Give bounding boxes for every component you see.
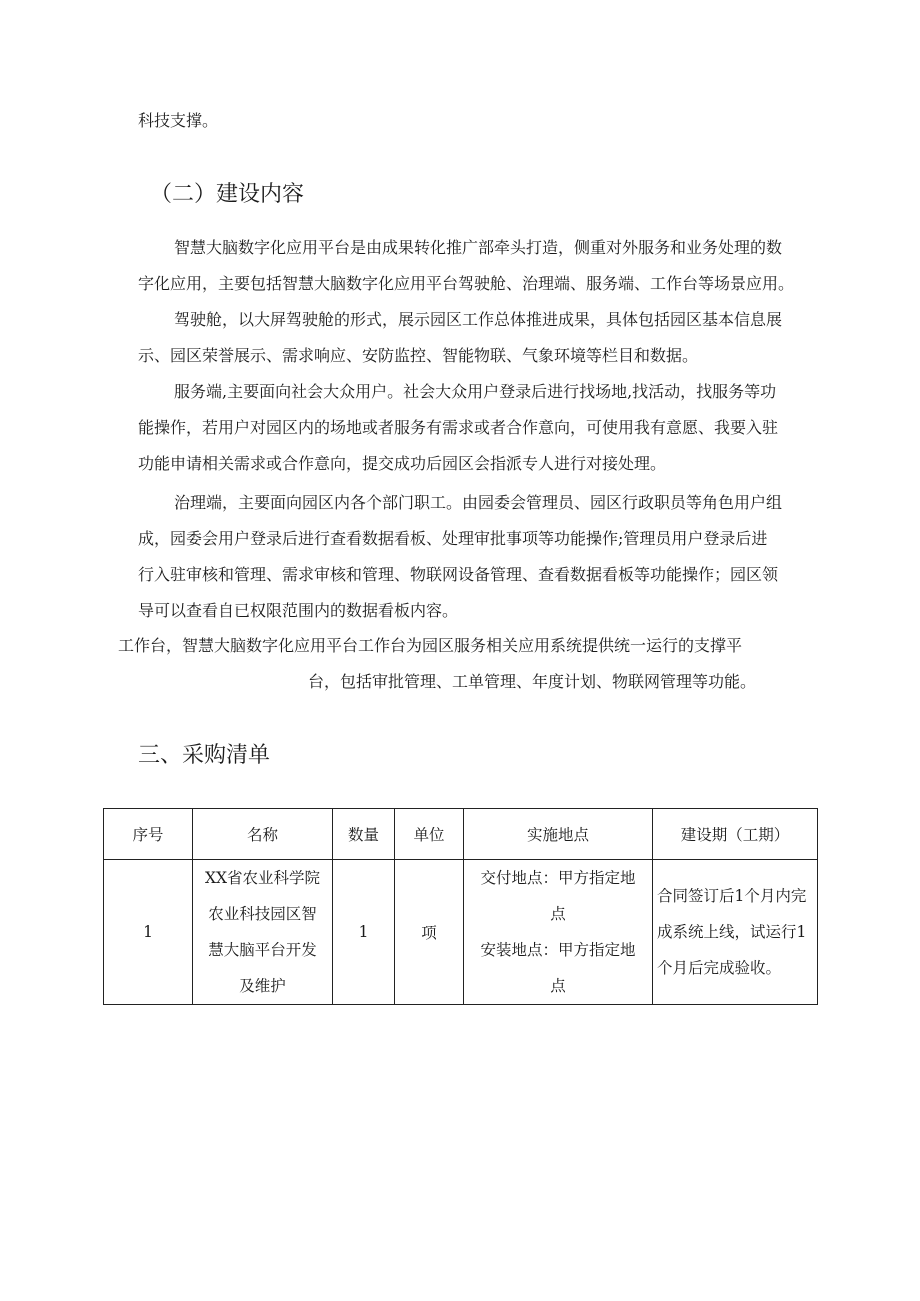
paragraph-line: 智慧大脑数字化应用平台是由成果转化推广部牵头打造，侧重对外服务和业务处理的数 bbox=[174, 238, 783, 257]
cell-location-line: 安装地点：甲方指定地 bbox=[480, 941, 636, 959]
paragraph-line: 治理端，主要面向园区内各个部门职工。由园委会管理员、园区行政职员等角色用户组 bbox=[174, 493, 783, 512]
paragraph-workbench-line1: 工作台，智慧大脑数字化应用平台工作台为园区服务相关应用系统提供统一运行的支撑平 bbox=[118, 636, 743, 655]
header-period: 建设期（工期） bbox=[653, 809, 818, 860]
paragraph-line: 导可以查看自已权限范围内的数据看板内容。 bbox=[138, 601, 459, 620]
paragraph-line: 功能申请相关需求或合作意向，提交成功后园区会指派专人进行对接处理。 bbox=[138, 454, 667, 473]
header-unit: 单位 bbox=[395, 809, 464, 860]
intro-tail-text: 科技支撑。 bbox=[138, 111, 219, 130]
cell-period bbox=[653, 860, 818, 1005]
cell-location-line: 点 bbox=[550, 905, 566, 923]
cell-unit: 项 bbox=[395, 860, 464, 1005]
table-header-row bbox=[104, 809, 818, 860]
cell-quantity: 1 bbox=[333, 860, 395, 1005]
header-quantity: 数量 bbox=[333, 809, 395, 860]
table-row bbox=[104, 860, 818, 1005]
cell-period-line: 成系统上线，试运行1 bbox=[657, 923, 807, 941]
paragraph-cockpit bbox=[138, 302, 782, 374]
section-heading-procurement-list: 三、采购清单 bbox=[138, 743, 271, 768]
cell-location-line: 交付地点：甲方指定地 bbox=[480, 869, 636, 887]
cell-name bbox=[193, 860, 333, 1005]
header-seq: 序号 bbox=[104, 809, 193, 860]
paragraph-line: 服务端,主要面向社会大众用户。社会大众用户登录后进行找场地,找活动，找服务等功 bbox=[174, 382, 777, 401]
paragraph-line: 驾驶舱，以大屏驾驶舱的形式，展示园区工作总体推进成果，具体包括园区基本信息展 bbox=[174, 310, 783, 329]
cell-name-line: 农业科技园区智 bbox=[208, 905, 317, 923]
paragraph-line: 能操作，若用户对园区内的场地或者服务有需求或者合作意向，可使用我有意愿、我要入驻 bbox=[138, 418, 779, 437]
cell-location bbox=[464, 860, 653, 1005]
paragraph-line: 成，园委会用户登录后进行查看数据看板、处理审批事项等功能操作;管理员用户登录后进 bbox=[138, 529, 768, 548]
header-name: 名称 bbox=[193, 809, 333, 860]
paragraph-platform-overview bbox=[138, 230, 794, 302]
procurement-table bbox=[103, 808, 818, 1005]
cell-location-line: 点 bbox=[550, 977, 566, 995]
section-heading-construction: （二）建设内容 bbox=[150, 182, 305, 207]
cell-seq: 1 bbox=[104, 860, 193, 1005]
paragraph-line: 行入驻审核和管理、需求审核和管理、物联网设备管理、查看数据看板等功能操作；园区领 bbox=[138, 565, 779, 584]
cell-period-line: 合同签订后1个月内完 bbox=[657, 887, 807, 905]
cell-name-line: 及维护 bbox=[239, 977, 286, 995]
header-location: 实施地点 bbox=[464, 809, 653, 860]
paragraph-workbench-line2: 台，包括审批管理、工单管理、年度计划、物联网管理等功能。 bbox=[308, 672, 757, 691]
cell-period-line: 个月后完成验收。 bbox=[657, 959, 782, 977]
paragraph-line: 字化应用，主要包括智慧大脑数字化应用平台驾驶舱、治理端、服务端、工作台等场景应用。 bbox=[138, 274, 795, 293]
paragraph-line: 示、园区荣誉展示、需求响应、安防监控、智能物联、气象环境等栏目和数据。 bbox=[138, 346, 699, 365]
paragraph-service-end bbox=[138, 374, 778, 482]
cell-name-line: 慧大脑平台开发 bbox=[208, 941, 317, 959]
cell-name-line: XX省农业科学院 bbox=[204, 869, 321, 887]
paragraph-governance-end bbox=[138, 485, 782, 629]
